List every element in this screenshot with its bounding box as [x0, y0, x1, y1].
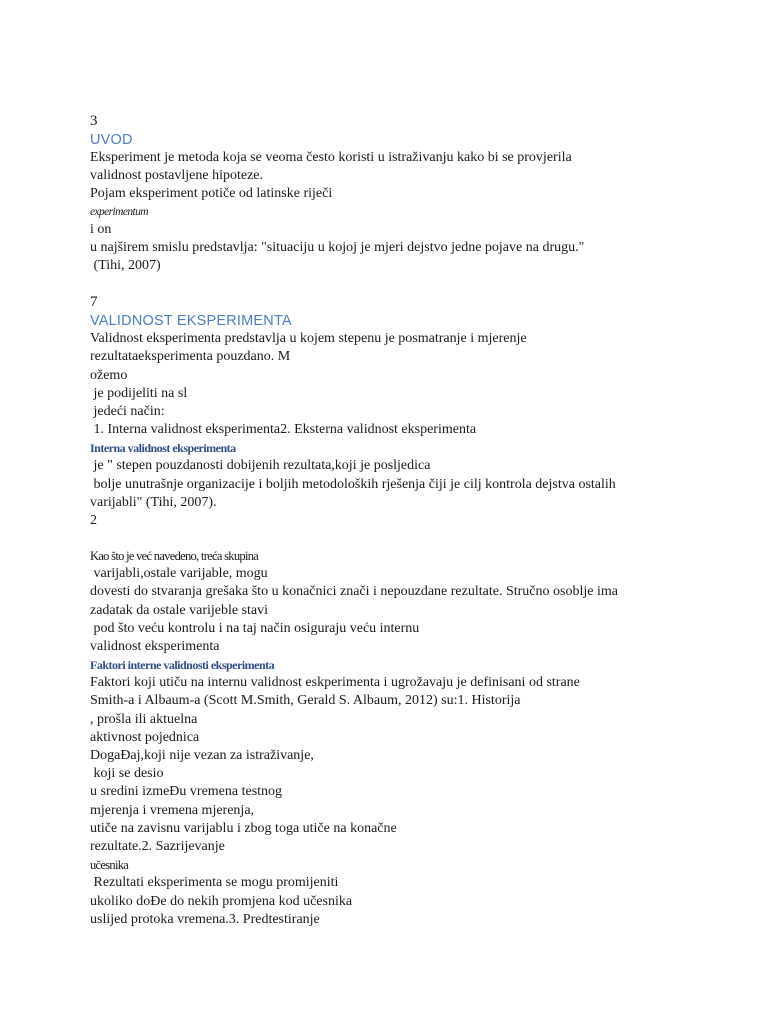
text-line: validnost eksperimenta	[90, 639, 220, 655]
text-line: ožemo	[90, 367, 128, 383]
text-line: ukoliko doĐe do nekih promjena kod učesnika	[90, 893, 353, 909]
text-line: u sredini izmeĐu vremena testnog	[90, 784, 283, 800]
text-line: je podijeliti na sl	[90, 385, 188, 401]
text-line: koji se desio	[90, 766, 164, 782]
text-line: mjerenja i vremena mjerenja,	[90, 802, 255, 818]
condensed-text-line: Kao što je već navedeno, treća skupina	[90, 549, 259, 564]
text-line: utiče na zavisnu varijablu i zbog toga utiče na konačne	[90, 820, 397, 836]
text-line: dovesti do stvaranja grešaka što u konačnici znači i nepouzdane rezultate. Stručno osoblje ima	[90, 584, 618, 600]
document-page	[90, 112, 690, 929]
text-line: rezultate.2. Sazrijevanje	[90, 839, 225, 855]
section-heading-validnost: VALIDNOST EKSPERIMENTA	[90, 313, 292, 330]
section-heading-uvod: UVOD	[90, 132, 133, 148]
text-line: i on	[90, 221, 112, 237]
text-line: 1. Interna validnost eksperimenta2. Eksterna validnost eksperimenta	[90, 422, 477, 438]
text-line: rezultataeksperimenta pouzdano. M	[90, 349, 291, 365]
text-line: zadatak da ostale varijeble stavi	[90, 602, 269, 618]
text-line: varijabli" (Tihi, 2007).	[90, 494, 217, 510]
subheading-interna-validnost: Interna validnost eksperimenta	[90, 441, 236, 456]
text-line: Rezultati eksperimenta se mogu promijeniti	[90, 875, 339, 891]
text-line: je " stepen pouzdanosti dobijenih rezultata,koji je posljedica	[90, 458, 431, 474]
text-line: , prošla ili aktuelna	[90, 711, 198, 727]
text-line: Validnost eksperimenta predstavlja u kojem stepenu je posmatranje i mjerenje	[90, 331, 527, 347]
subheading-faktori: Faktori interne validnosti eksperimenta	[90, 658, 275, 673]
text-line: aktivnost pojednica	[90, 729, 200, 745]
page-number: 7	[90, 294, 98, 311]
citation-line: (Tihi, 2007)	[90, 258, 161, 274]
text-line: jedeći način:	[90, 404, 165, 420]
text-line: bolje unutrašnje organizacije i boljih metodoloških rješenja čiji je cilj kontrola dejstva ostalih	[90, 476, 616, 492]
text-line: uslijed protoka vremena.3. Predtestiranje	[90, 911, 320, 927]
page-number: 3	[90, 113, 98, 129]
text-line: Eksperiment je metoda koja se veoma često koristi u istraživanju kako bi se provjerila	[90, 150, 572, 165]
text-line: Pojam eksperiment potiče od latinske riječi	[90, 186, 333, 202]
condensed-text-line: učesnika	[90, 858, 129, 873]
text-line: validnost postavljene hipoteze.	[90, 168, 264, 184]
page-number: 2	[90, 513, 97, 529]
text-line: u najširem smislu predstavlja: "situaciju u kojoj je mjeri dejstvo jedne pojave na drugu."	[90, 239, 585, 255]
text-line: pod što veću kontrolu i na taj način osiguraju veću internu	[90, 620, 420, 636]
italic-term: experimentum	[90, 205, 148, 218]
text-line: DogaĐaj,koji nije vezan za istraživanje,	[90, 748, 314, 764]
text-line: Faktori koji utiču na internu validnost eskperimenta i ugrožavaju je definisani od strane	[90, 675, 580, 691]
text-line: varijabli,ostale varijable, mogu	[90, 566, 268, 582]
text-line: Smith-a i Albaum-a (Scott M.Smith, Gerald S. Albaum, 2012) su:1. Historija	[90, 693, 521, 709]
